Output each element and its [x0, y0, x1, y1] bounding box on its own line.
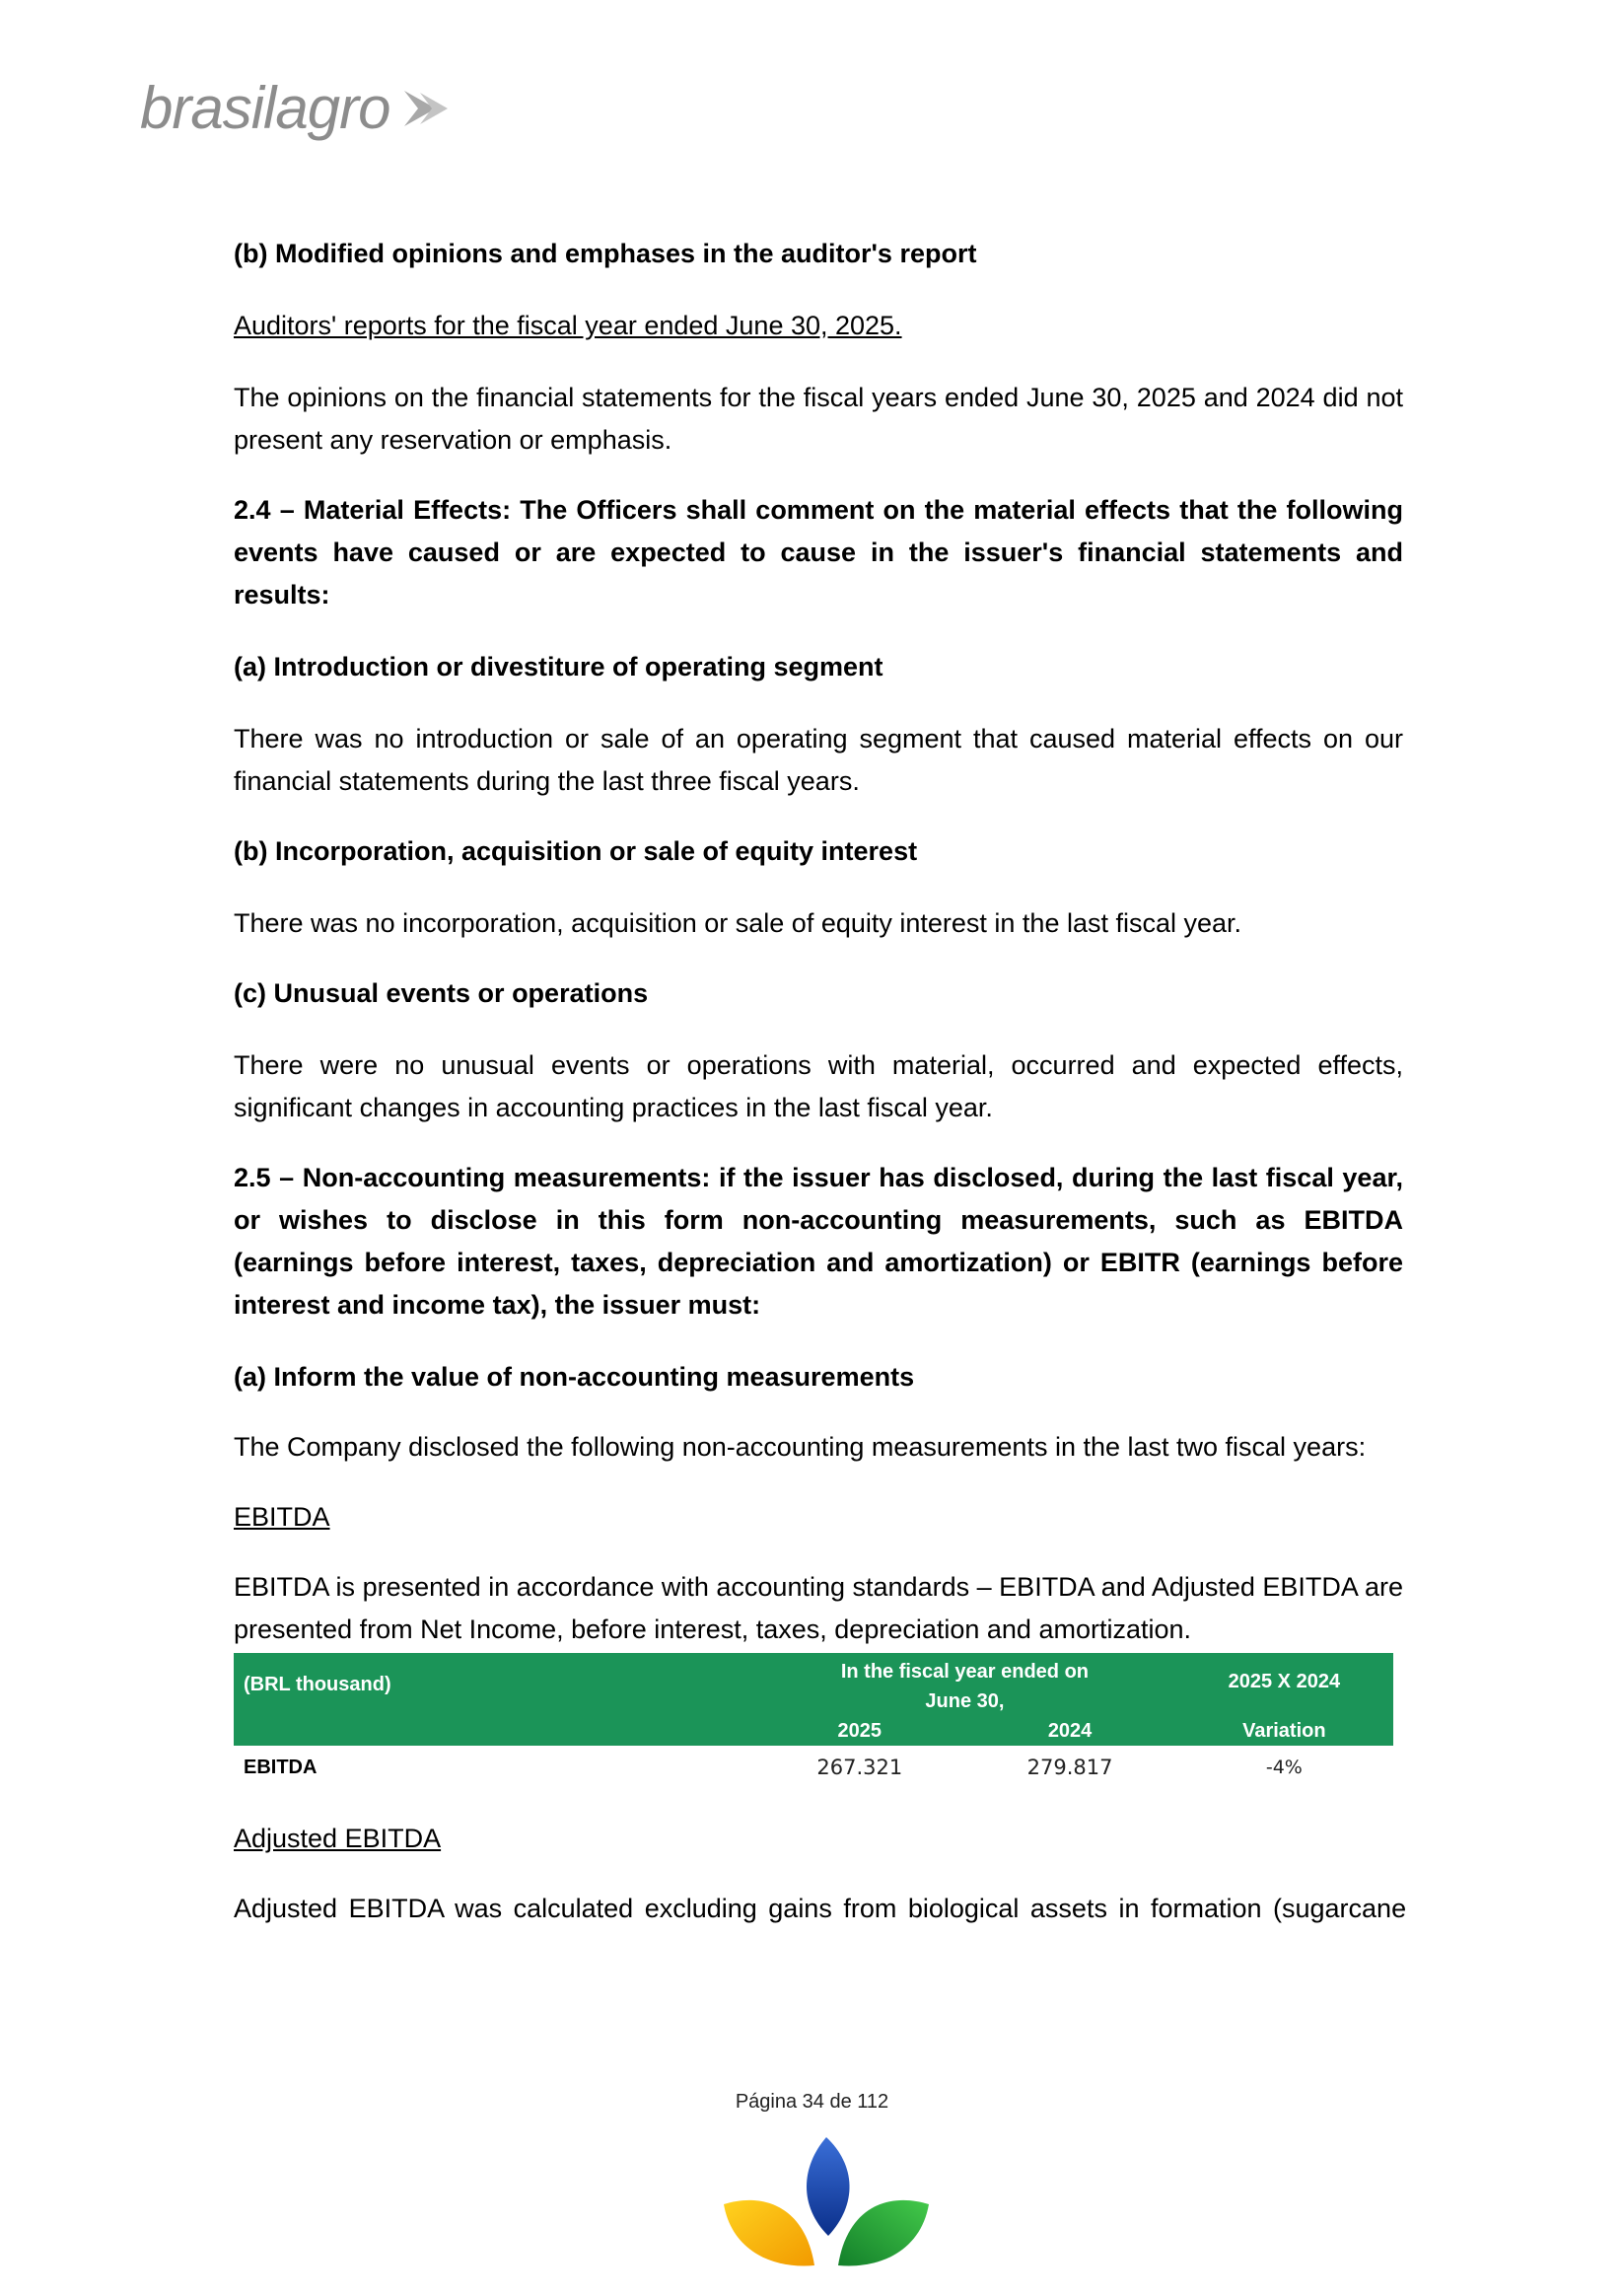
year-2024-header: 2024: [964, 1716, 1174, 1746]
heading-incorporation: (b) Incorporation, acquisition or sale of equity interest: [234, 836, 918, 866]
disclosed-paragraph: The Company disclosed the following non-accounting measurements in the last two fiscal years:: [234, 1432, 1367, 1462]
adjusted-ebitda-subheading: Adjusted EBITDA: [234, 1824, 442, 1853]
heading-material-effects: 2.4 – Material Effects: The Officers shall comment on the material effects that the following events have caused or are expected to cause in the issuer's financial statements and results:: [234, 495, 1403, 610]
year-2025-header: 2025: [754, 1716, 964, 1746]
heading-operating-segment: (a) Introduction or divestiture of operating segment: [234, 652, 883, 682]
opinions-paragraph: The opinions on the financial statements for the fiscal years ended June 30, 2025 and 2024 did not present any reservation or emphasis.: [234, 383, 1403, 455]
ebitda-paragraph: EBITDA is presented in accordance with accounting standards – EBITDA and Adjusted EBITDA are presented from Net Income, before interest, taxes, depreciation and amortization.: [234, 1572, 1403, 1644]
logo-text: brasilagro: [140, 75, 390, 141]
ebitda-table: [234, 1653, 1393, 1789]
heading-non-accounting: 2.5 – Non-accounting measurements: if the issuer has disclosed, during the last fiscal year, or wishes to disclose in this form non-accounting measurements, such as EBITDA (earnings before interest, taxes, depreciation and amortization) or EBITR (earnings before interest and income tax), the issuer must:: [234, 1163, 1403, 1320]
value-2025: 267.321: [816, 1756, 903, 1779]
document-body: [234, 233, 1403, 1651]
leaves-icon: [722, 2135, 931, 2273]
value-2024: 279.817: [1026, 1756, 1113, 1779]
auditors-report-link: Auditors' reports for the fiscal year ended June 30, 2025.: [234, 311, 902, 340]
compare-header: 2025 X 2024: [1175, 1653, 1393, 1716]
adjusted-ebitda-paragraph: Adjusted EBITDA was calculated excluding gains from biological assets in formation (sugarcane: [234, 1894, 1407, 1923]
operating-segment-paragraph: There was no introduction or sale of an operating segment that caused material effects on our financial statements during the last three fiscal years.: [234, 724, 1403, 796]
unusual-events-paragraph: There were no unusual events or operations with material, occurred and expected effects, significant changes in accounting practices in the last fiscal year.: [234, 1050, 1403, 1122]
incorporation-paragraph: There was no incorporation, acquisition or sale of equity interest in the last fiscal year.: [234, 908, 1242, 938]
ebitda-subheading: EBITDA: [234, 1502, 330, 1532]
period-header: In the fiscal year ended on June 30,: [754, 1653, 1175, 1716]
brasilagro-logo: [140, 71, 456, 150]
page-number: Página 34 de 112: [735, 2091, 889, 2113]
table-row: [234, 1746, 1393, 1789]
variation-value: -4%: [1265, 1757, 1303, 1778]
document-body-continued: [234, 1818, 1407, 1930]
heading-inform-value: (a) Inform the value of non-accounting measurements: [234, 1362, 915, 1392]
unit-header: (BRL thousand): [234, 1653, 754, 1716]
row-label: EBITDA: [244, 1756, 318, 1778]
logo-chevron-icon: [404, 91, 436, 126]
heading-unusual-events: (c) Unusual events or operations: [234, 978, 649, 1008]
heading-modified-opinions: (b) Modified opinions and emphases in the auditor's report: [234, 239, 977, 268]
variation-header: Variation: [1175, 1716, 1393, 1746]
